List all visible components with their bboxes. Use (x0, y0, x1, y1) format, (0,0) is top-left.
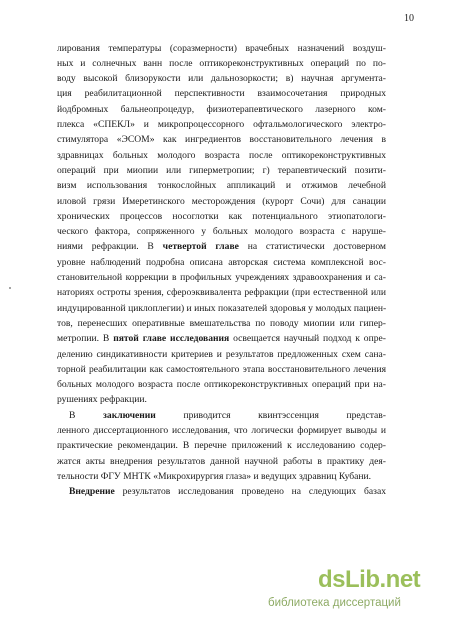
line-text: плекса «СПЕКЛ» и микропроцессорного офтальмологического электро- (57, 119, 386, 130)
bold-term: Внедрение (69, 486, 115, 498)
text-line (57, 456, 386, 468)
watermark (268, 566, 443, 614)
text-line (57, 440, 386, 452)
text-line (57, 425, 386, 437)
line-text: на статистически достоверном (238, 241, 386, 253)
text-line (57, 58, 386, 70)
line-text: индуцированной циклоплегии) и иных показателей здоровья у молодых пациен- (57, 302, 386, 314)
line-text: ция реабилитационной перспективности взаимосочетания природных (57, 88, 386, 100)
line-text: операций при миопии или гиперметропии; г) терапевтический позити- (57, 164, 386, 176)
text-line (57, 333, 386, 345)
line-text: практические рекомендации. В перечне приложений к исследованию содер- (57, 440, 386, 452)
line-text: делению синдикативности критериев и результатов предложенных схем сана- (57, 348, 386, 360)
text-line (57, 241, 386, 253)
line-text: здравницах больных молодого возраста после оптикореконструктивных (57, 149, 386, 161)
text-line (57, 165, 386, 177)
text-line (57, 303, 386, 315)
text-line (57, 119, 386, 131)
text-line (57, 318, 386, 330)
line-text: уровне наблюдений подробна описана авторская система комплексной вос- (57, 256, 386, 268)
text-line (57, 272, 386, 284)
bold-term: четвертой главе (162, 241, 239, 253)
text-line (57, 196, 386, 208)
page-number: 10 (404, 13, 414, 24)
line-text: становительной коррекции в профильных учреждениях здравоохранения и са- (57, 272, 386, 283)
line-text: В (69, 409, 104, 421)
text-line (57, 104, 386, 116)
text-line (57, 394, 386, 406)
text-line (57, 364, 386, 376)
line-text: ных и солнечных ванн после оптикореконструктивных операций по по- (57, 57, 386, 69)
line-text: ческого фактора, сопряженного у больных молодого возраста с наруше- (57, 226, 386, 238)
text-line (57, 43, 386, 55)
text-line (57, 257, 386, 269)
text-line (57, 471, 386, 483)
line-text: визм использования тонкослойных аппликаций и отжимов лечебной (57, 180, 386, 192)
line-text: хронических процессов носоглотки как потенциального этиопатологи- (57, 210, 386, 222)
line-text: жатся акты внедрения результатов данной научной работы в практику дея- (57, 455, 386, 467)
line-text: ниями рефракции. В (57, 241, 163, 253)
line-text: лирования температуры (соразмерности) врачебных назначений воздуш- (57, 42, 386, 54)
text-line (57, 226, 386, 238)
text-line (57, 150, 386, 162)
line-text: стимулятора «ЭСОМ» как ингредиентов восстановительного лечения в (57, 134, 386, 146)
text-line (57, 88, 386, 100)
text-line (57, 180, 386, 192)
text-line (57, 379, 386, 391)
line-text: рушениях рефракции. (57, 394, 147, 406)
line-text: ленного диссертационного исследования, что логически формирует выводы и (57, 425, 386, 436)
text-line (69, 486, 386, 498)
bold-term: пятой главе исследования (113, 333, 230, 345)
line-text: йодбромных бальнеопроцедур, физиотерапевтического лазерного ком- (57, 103, 386, 115)
text-line (57, 73, 386, 85)
line-text: иловой грязи Имеретинского месторождения (курорт Сочи) для санации (57, 195, 386, 207)
line-text: результатов исследования проведено на следующих базах (114, 486, 386, 498)
line-text: наториях остроты зрения, сфероэквивалента рефракции (при естественной или (57, 287, 386, 299)
text-line (57, 211, 386, 223)
line-text: больных молодого возраста после оптикореконструктивных операций при на- (57, 379, 386, 391)
text-line (57, 287, 386, 299)
line-text: торной реабилитации как самостоятельного этапа восстановительного лечения (57, 363, 386, 375)
bold-term: заключении (103, 409, 156, 421)
text-line (57, 349, 386, 361)
line-text: освещается научный подход к опре- (229, 333, 386, 345)
line-text: приводится квинтэссенция представ- (155, 409, 386, 421)
text-line (57, 134, 386, 146)
line-text: воду высокой близорукости или дальнозоркости; в) научная аргумента- (57, 73, 386, 85)
line-text: тельности ФГУ МНТК «Микрохирургия глаза» и ведущих здравниц Кубани. (57, 470, 372, 482)
line-text: метропии. В (57, 333, 114, 345)
watermark-subtitle: библиотека диссертаций (268, 597, 401, 609)
text-line (69, 410, 386, 422)
watermark-logo: dsLib.net (318, 566, 421, 593)
line-text: тов, перенесших оперативные вмешательства по поводу миопии или гипер- (57, 317, 386, 329)
